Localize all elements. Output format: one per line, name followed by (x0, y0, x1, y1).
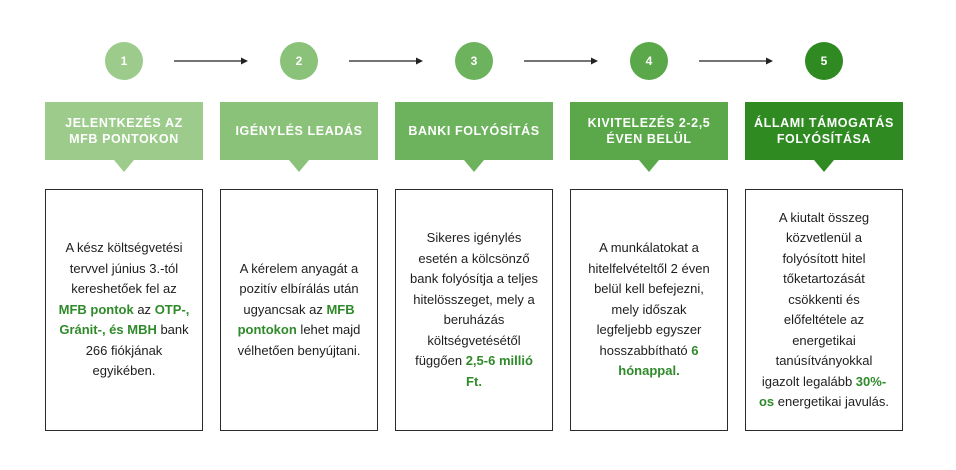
description-text: A kiutalt összeg közvetlenül a folyósított hitel tőketartozását csökkenti és előfeltétele az energetikai tanúsítványokkal igazolt legalább (761, 209, 873, 389)
step-3 (395, 0, 553, 470)
description-text: az (133, 301, 155, 317)
step-title: ÁLLAMI TÁMOGATÁS FOLYÓSÍTÁSA (754, 116, 894, 146)
step-number: 3 (470, 54, 478, 68)
step-description-box (220, 189, 378, 431)
banner-pointer (814, 160, 834, 172)
banner-pointer (639, 160, 659, 172)
highlighted-text: MFB pontokon (237, 301, 355, 338)
step-title-banner (45, 102, 203, 160)
description-text: energetikai javulás. (774, 394, 890, 409)
highlighted-text: 6 hónappal. (618, 342, 699, 379)
highlighted-text: 30%-os (758, 373, 887, 409)
banner-pointer (114, 160, 134, 172)
step-description-box (395, 189, 553, 431)
description-text: A munkálatokat a hitelfelvételtől 2 éven belül kell befejezni, mely időszak legfeljebb egyszer hosszabbítható (588, 240, 710, 358)
step-number-circle (105, 42, 143, 80)
step-number: 2 (295, 54, 303, 68)
step-description (233, 259, 365, 362)
step-title: BANKI FOLYÓSÍTÁS (408, 124, 540, 138)
highlighted-text: MFB pontok (58, 301, 134, 317)
step-number: 5 (820, 54, 828, 68)
step-description (58, 238, 190, 382)
step-number: 4 (645, 54, 653, 68)
step-title-banner (220, 102, 378, 160)
step-1 (45, 0, 203, 470)
description-text: Sikeres igénylés esetén a kölcsönző bank folyósítja a teljes hitelösszeget, mely a beruházás költségvetésétől függően (410, 230, 538, 368)
step-number-circle (280, 42, 318, 80)
step-title: KIVITELEZÉS 2-2,5 ÉVEN BELÜL (587, 116, 711, 146)
step-description-box (570, 189, 728, 431)
step-description-box (45, 189, 203, 431)
step-number: 1 (120, 54, 128, 68)
banner-pointer (464, 160, 484, 172)
step-title-banner (395, 102, 553, 160)
step-number-circle (455, 42, 493, 80)
step-number-circle (630, 42, 668, 80)
step-5 (745, 0, 903, 470)
highlighted-text: OTP-, Gránit-, és MBH (59, 301, 190, 338)
step-description (758, 208, 890, 413)
description-text: A kérelem anyagát a pozitív elbírálás után ugyancsak az (239, 260, 359, 317)
step-title: IGÉNYLÉS LEADÁS (235, 124, 363, 138)
description-text: bank 266 fiókjának egyikében. (85, 322, 189, 379)
step-title: JELENTKEZÉS AZ MFB PONTOKON (65, 116, 183, 146)
highlighted-text: 2,5-6 millió Ft. (465, 353, 533, 389)
step-number-circle (805, 42, 843, 80)
step-title-banner (570, 102, 728, 160)
step-2 (220, 0, 378, 470)
step-description-box (745, 189, 903, 431)
banner-pointer (289, 160, 309, 172)
step-title-banner (745, 102, 903, 160)
step-4 (570, 0, 728, 470)
step-description (408, 228, 540, 392)
description-text: A kész költségvetési tervvel június 3.-tól kereshetőek fel az (65, 240, 183, 297)
description-text: lehet majd vélhetően benyújtani. (237, 322, 361, 358)
step-description (583, 238, 715, 382)
